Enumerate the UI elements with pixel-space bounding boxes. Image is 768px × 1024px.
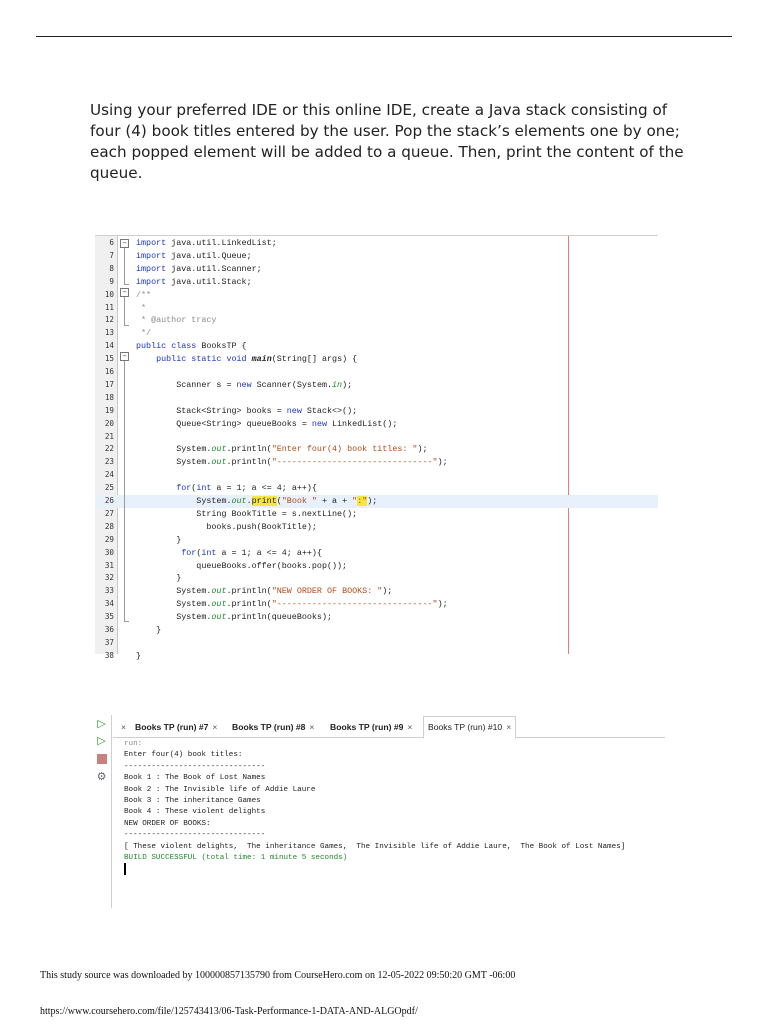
stop-icon[interactable] <box>95 753 108 766</box>
code-line <box>95 624 658 637</box>
line-number: 23 <box>104 457 114 467</box>
output-window-screenshot <box>93 715 665 908</box>
close-icon[interactable]: × <box>121 722 127 732</box>
code-text: Queue<String> queueBooks = new LinkedList(); <box>136 418 398 429</box>
output-line: NEW ORDER OF BOOKS: <box>124 819 211 828</box>
code-line <box>95 340 658 353</box>
code-text: import java.util.LinkedList; <box>136 238 277 248</box>
line-number: 33 <box>104 586 114 596</box>
output-line: Book 4 : These violent delights <box>124 808 266 817</box>
line-number: 27 <box>104 508 114 518</box>
line-number: 38 <box>104 650 114 660</box>
code-line <box>95 598 658 611</box>
code-line <box>95 508 658 521</box>
line-number: 19 <box>104 405 114 415</box>
output-line: Book 3 : The inheritance Games <box>124 797 261 805</box>
collapse-icon[interactable]: − <box>120 239 129 248</box>
code-text: Scanner s = new Scanner(System.in); <box>136 379 353 390</box>
tab-label: Books TP (run) #9 <box>330 722 404 732</box>
code-line <box>95 366 658 379</box>
code-text: System.out.println("Enter four(4) book titles: "); <box>136 444 428 455</box>
code-line <box>95 250 658 263</box>
line-number: 36 <box>104 625 114 634</box>
code-line <box>95 327 658 340</box>
code-line <box>95 263 658 276</box>
question-text: Using your preferred IDE or this online IDE, create a Java stack consisting of four (4) book titles entered by the user. Pop the stack’s elements one by one; each popped element will be added to a queue. Then, print the content of the queue. <box>90 101 684 182</box>
code-line <box>95 650 658 663</box>
code-line <box>95 418 658 431</box>
code-text: System.out.println("NEW ORDER OF BOOKS: "); <box>136 586 393 597</box>
line-number: 16 <box>104 367 114 376</box>
line-number: 7 <box>109 250 114 260</box>
code-line <box>95 379 658 392</box>
line-number: 20 <box>104 418 114 428</box>
code-text: System.out.println(queueBooks); <box>136 612 333 623</box>
tab-label: Books TP (run) #8 <box>232 722 306 732</box>
line-number: 28 <box>104 521 114 531</box>
tab-label: Books TP (run) #10 <box>428 722 503 732</box>
code-line <box>95 443 658 456</box>
code-text: System.out.println("-------------------------------"); <box>136 457 448 468</box>
tab-label: Books TP (run) #7 <box>135 722 209 732</box>
code-text: import java.util.Queue; <box>136 250 252 261</box>
output-line: ------------------------------- <box>124 831 266 840</box>
rerun-icon[interactable]: ▷ <box>97 718 106 730</box>
code-text: queueBooks.offer(books.pop()); <box>136 560 348 571</box>
code-text: } <box>136 625 162 635</box>
output-toolbar <box>93 715 112 908</box>
source-url: https://www.coursehero.com/file/125743413/06-Task-Performance-1-DATA-AND-ALGOpdf/ <box>40 1006 418 1017</box>
line-number: 14 <box>104 341 114 351</box>
code-text: Stack<String> books = new Stack<>(); <box>136 405 358 416</box>
tab-close-leftover[interactable] <box>117 719 126 735</box>
code-line <box>95 469 658 482</box>
line-number: 13 <box>104 328 114 338</box>
code-text: System.out.println("-------------------------------"); <box>136 599 448 610</box>
line-number: 21 <box>104 431 114 441</box>
line-number: 31 <box>104 560 114 570</box>
code-line <box>95 495 658 508</box>
code-line <box>95 431 658 444</box>
output-line: run: <box>124 740 143 748</box>
output-line: ------------------------------- <box>124 762 266 771</box>
text-cursor <box>124 863 126 875</box>
code-text: import java.util.Stack; <box>136 276 252 287</box>
code-line <box>95 534 658 547</box>
code-text: * @author tracy <box>136 315 217 326</box>
top-divider <box>36 36 732 37</box>
tab-run-7[interactable] <box>135 719 217 735</box>
code-text: for(int a = 1; a <= 4; a++){ <box>181 547 322 558</box>
settings-icon[interactable]: ⚙ <box>96 771 107 783</box>
line-number: 15 <box>104 354 114 364</box>
output-line: Enter four(4) book titles: <box>124 751 243 760</box>
line-number: 26 <box>104 496 114 505</box>
line-number: 29 <box>104 534 114 544</box>
line-number: 12 <box>104 315 114 325</box>
tab-run-8[interactable] <box>232 719 314 735</box>
line-number: 9 <box>109 276 114 286</box>
code-line <box>95 289 658 302</box>
line-number: 22 <box>104 444 114 454</box>
code-text: public class BooksTP { <box>136 341 247 352</box>
code-line <box>95 314 658 327</box>
code-line <box>95 302 658 315</box>
output-line: Book 1 : The Book of Lost Names <box>124 774 266 783</box>
code-line <box>95 353 658 366</box>
line-number: 25 <box>104 483 114 493</box>
download-notice: This study source was downloaded by 100000857135790 from CourseHero.com on 12-05-2022 09:50:20 GMT -06:00 <box>40 970 516 981</box>
collapse-icon[interactable]: − <box>120 352 129 361</box>
line-number: 34 <box>104 599 114 609</box>
line-number: 8 <box>109 263 114 273</box>
code-text: } <box>136 573 182 584</box>
code-text: String BookTitle = s.nextLine(); <box>136 508 358 519</box>
code-line <box>95 237 658 250</box>
line-number: 35 <box>104 612 114 622</box>
line-number: 30 <box>104 547 114 557</box>
code-text: import java.util.Scanner; <box>136 263 262 274</box>
output-line: BUILD SUCCESSFUL (total time: 1 minute 5 seconds) <box>124 854 348 862</box>
output-tabs <box>113 715 665 738</box>
code-line <box>95 521 658 534</box>
code-text: * <box>136 302 147 313</box>
code-text: } <box>136 650 142 661</box>
code-line <box>95 611 658 624</box>
code-line <box>95 547 658 560</box>
code-text: System.out.print("Book " + a + ":"); <box>136 496 378 506</box>
code-line <box>95 585 658 598</box>
close-icon[interactable]: × <box>506 722 512 732</box>
line-number: 24 <box>104 470 114 480</box>
code-line <box>95 276 658 289</box>
code-line <box>95 482 658 495</box>
code-line <box>95 572 658 585</box>
code-text: } <box>136 534 182 545</box>
line-number: 11 <box>104 302 114 312</box>
line-number: 18 <box>104 392 114 402</box>
close-icon[interactable]: × <box>212 722 218 732</box>
close-icon[interactable]: × <box>407 722 413 732</box>
code-line <box>95 637 658 650</box>
tab-run-10[interactable] <box>423 716 516 739</box>
line-number: 6 <box>109 238 114 247</box>
output-line: Book 2 : The Invisible life of Addie Laure <box>124 785 316 794</box>
fold-markers <box>118 236 132 654</box>
line-number: 10 <box>104 289 114 299</box>
code-line <box>95 405 658 418</box>
output-line: [ These violent delights, The inheritance Games, The Invisible life of Addie Laure, The Book of Lost Names] <box>124 842 626 851</box>
close-icon[interactable]: × <box>309 722 315 732</box>
collapse-icon[interactable]: − <box>120 288 129 297</box>
line-number: 32 <box>104 573 114 583</box>
code-text: for(int a = 1; a <= 4; a++){ <box>176 483 317 494</box>
code-text: books.push(BookTitle); <box>136 521 317 532</box>
rerun-changed-icon[interactable]: ▷ <box>97 735 106 747</box>
code-line <box>95 456 658 469</box>
tab-run-9[interactable] <box>330 719 412 735</box>
code-text: public static void main(String[] args) { <box>156 354 358 365</box>
code-line <box>95 560 658 573</box>
line-number: 37 <box>104 637 114 647</box>
line-number: 17 <box>104 379 114 389</box>
code-editor-screenshot <box>95 235 658 661</box>
code-line <box>95 392 658 405</box>
code-text: */ <box>136 328 152 339</box>
code-text: /** <box>136 289 152 300</box>
